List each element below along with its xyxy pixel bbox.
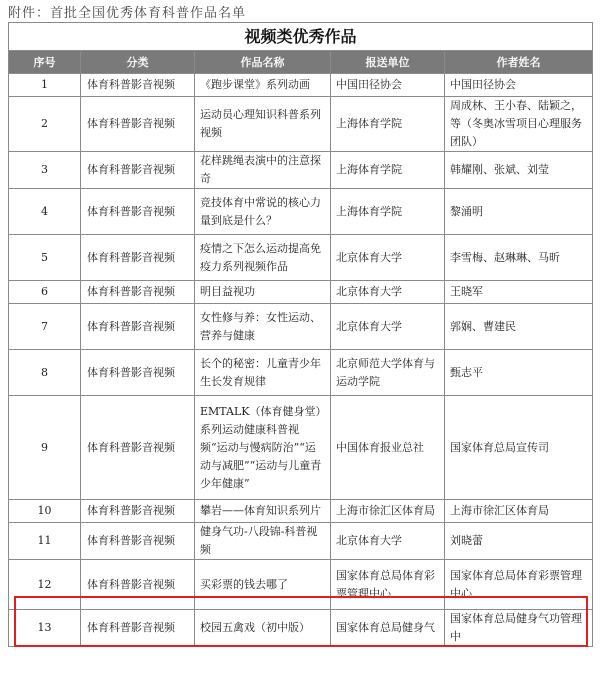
cell-work: 竞技体育中常说的核心力量到底是什么？	[195, 189, 331, 235]
cell-work: 攀岩——体育知识系列片	[195, 500, 331, 523]
cell-work: 长个的秘密：儿童青少年生长发育规律	[195, 350, 331, 396]
cell-unit: 中国体育报业总社	[331, 396, 445, 500]
table-row	[9, 189, 593, 235]
cell-author: 王晓军	[445, 281, 593, 304]
cell-category: 体育科普影音视频	[81, 235, 195, 281]
cell-no: 4	[9, 189, 81, 235]
cell-work: 花样跳绳表演中的注意探奇	[195, 152, 331, 189]
cell-unit: 上海体育学院	[331, 97, 445, 152]
table-row	[9, 396, 593, 500]
cell-unit: 国家体育总局健身气	[331, 610, 445, 647]
cell-author: 国家体育总局健身气功管理中	[445, 610, 593, 647]
cell-work: 女性修与养：女性运动、营养与健康	[195, 304, 331, 350]
cell-author: 中国田径协会	[445, 74, 593, 97]
cell-author: 甄志平	[445, 350, 593, 396]
cell-no: 3	[9, 152, 81, 189]
cell-unit: 上海体育学院	[331, 152, 445, 189]
cell-category: 体育科普影音视频	[81, 610, 195, 647]
table-title: 视频类优秀作品	[9, 23, 593, 51]
cell-unit: 上海市徐汇区体育局	[331, 500, 445, 523]
cell-no: 10	[9, 500, 81, 523]
cell-work: 明目益视功	[195, 281, 331, 304]
cell-work: 校园五禽戏（初中版）	[195, 610, 331, 647]
cell-no: 2	[9, 97, 81, 152]
table-row	[9, 235, 593, 281]
cell-author: 郭娴、曹建民	[445, 304, 593, 350]
cell-unit: 上海体育学院	[331, 189, 445, 235]
cell-work: 运动员心理知识科普系列视频	[195, 97, 331, 152]
cell-category: 体育科普影音视频	[81, 523, 195, 560]
header-unit: 报送单位	[331, 51, 445, 74]
cell-author: 上海市徐汇区体育局	[445, 500, 593, 523]
cell-unit: 国家体育总局体育彩票管理中心	[331, 560, 445, 610]
cell-no: 9	[9, 396, 81, 500]
cell-unit: 北京体育大学	[331, 281, 445, 304]
table-row	[9, 560, 593, 610]
header-no: 序号	[9, 51, 81, 74]
cell-unit: 北京体育大学	[331, 304, 445, 350]
table-row	[9, 152, 593, 189]
cell-category: 体育科普影音视频	[81, 396, 195, 500]
table-row	[9, 97, 593, 152]
cell-no: 6	[9, 281, 81, 304]
table-row	[9, 610, 593, 647]
cell-no: 8	[9, 350, 81, 396]
table-row	[9, 523, 593, 560]
cell-unit: 北京师范大学体育与运动学院	[331, 350, 445, 396]
table-row	[9, 281, 593, 304]
header-category: 分类	[81, 51, 195, 74]
cell-category: 体育科普影音视频	[81, 97, 195, 152]
cell-author: 国家体育总局宣传司	[445, 396, 593, 500]
cell-category: 体育科普影音视频	[81, 74, 195, 97]
table-header-row	[9, 51, 593, 74]
cell-category: 体育科普影音视频	[81, 152, 195, 189]
cell-unit: 中国田径协会	[331, 74, 445, 97]
cell-author: 周成林、王小春、陆颖之，等（冬奥冰雪项目心理服务团队）	[445, 97, 593, 152]
cell-work: 买彩票的钱去哪了	[195, 560, 331, 610]
cell-category: 体育科普影音视频	[81, 350, 195, 396]
cell-work: 疫情之下怎么运动提高免疫力系列视频作品	[195, 235, 331, 281]
cell-unit: 北京体育大学	[331, 523, 445, 560]
cell-category: 体育科普影音视频	[81, 560, 195, 610]
table-row	[9, 350, 593, 396]
cell-work: 《跑步课堂》系列动画	[195, 74, 331, 97]
cell-no: 5	[9, 235, 81, 281]
table-row	[9, 74, 593, 97]
table-row	[9, 304, 593, 350]
attachment-caption: 附件：首批全国优秀体育科普作品名单	[8, 6, 247, 21]
table-row	[9, 500, 593, 523]
cell-author: 李雪梅、赵琳琳、马昕	[445, 235, 593, 281]
cell-no: 7	[9, 304, 81, 350]
cell-category: 体育科普影音视频	[81, 189, 195, 235]
cell-no: 1	[9, 74, 81, 97]
cell-author: 国家体育总局体育彩票管理中心	[445, 560, 593, 610]
cell-category: 体育科普影音视频	[81, 500, 195, 523]
header-work: 作品名称	[195, 51, 331, 74]
cell-category: 体育科普影音视频	[81, 281, 195, 304]
cell-work: EMTALK（体育健身堂）系列运动健康科普视频“运动与慢病防治”“运动与减肥”“运动与儿童青少年健康”	[195, 396, 331, 500]
cell-work: 健身气功-八段锦-科普视频	[195, 523, 331, 560]
cell-no: 12	[9, 560, 81, 610]
cell-unit: 北京体育大学	[331, 235, 445, 281]
cell-author: 刘晓蕾	[445, 523, 593, 560]
header-author: 作者姓名	[445, 51, 593, 74]
cell-no: 13	[9, 610, 81, 647]
cell-no: 11	[9, 523, 81, 560]
cell-author: 韩耀刚、张斌、刘莹	[445, 152, 593, 189]
awards-table	[8, 22, 593, 647]
cell-category: 体育科普影音视频	[81, 304, 195, 350]
cell-author: 黎涌明	[445, 189, 593, 235]
